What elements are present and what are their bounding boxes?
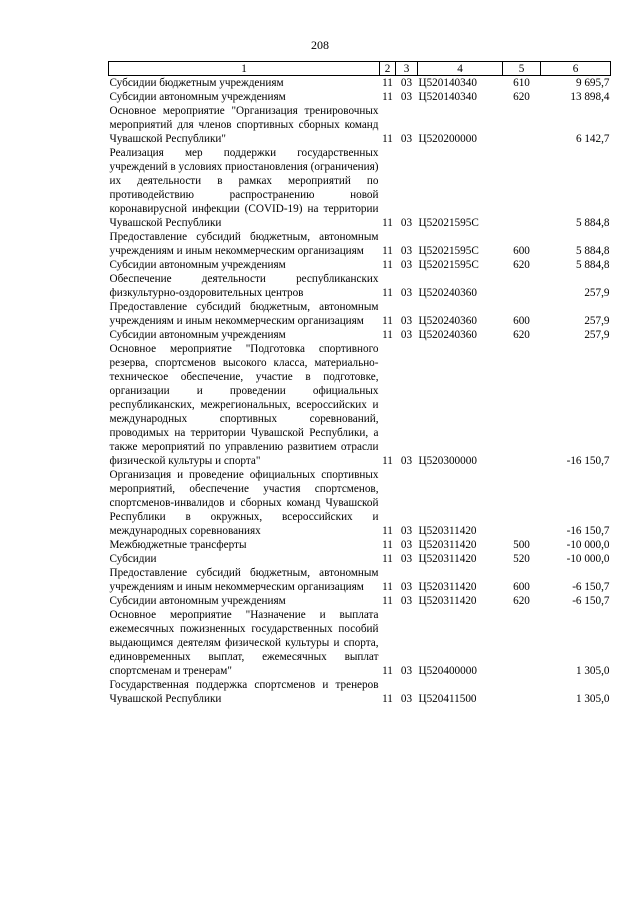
row-section: 11 <box>382 133 393 145</box>
row-amount: -16 150,7 <box>566 525 610 537</box>
row-amount: 257,9 <box>584 329 610 341</box>
row-target-article: Ц520311420 <box>418 595 477 607</box>
table-header-row <box>109 62 611 76</box>
row-amount: -10 000,0 <box>566 539 610 551</box>
row-section: 11 <box>382 315 393 327</box>
row-amount: 1 305,0 <box>575 665 610 677</box>
table-row <box>109 146 611 230</box>
row-subsection: 03 <box>400 287 413 299</box>
row-name: Предоставление субсидий бюджетным, автономным учреждениям и иным некоммерческим организациям <box>109 301 379 327</box>
row-name: Субсидии автономным учреждениям <box>109 91 286 103</box>
row-section: 11 <box>382 91 393 103</box>
row-section: 11 <box>382 553 393 565</box>
column-header-subsection: 3 <box>396 62 418 76</box>
row-amount: 1 305,0 <box>575 693 610 705</box>
table-row <box>109 258 611 272</box>
row-subsection: 03 <box>400 245 413 257</box>
budget-table <box>108 61 611 706</box>
row-name: Реализация мер поддержки государственных учреждений в условиях приостановления (ограничения) их деятельности в рамках мероприятий по противодействию распространению новой коронавирусной инфекции (COVID-19) на территории Чувашской Республики <box>109 147 379 229</box>
row-name: Предоставление субсидий бюджетным, автономным учреждениям и иным некоммерческим организациям <box>109 567 379 593</box>
row-subsection: 03 <box>400 315 413 327</box>
table-row <box>109 566 611 594</box>
row-section: 11 <box>382 581 393 593</box>
row-expense-type: 520 <box>513 553 530 565</box>
row-subsection: 03 <box>400 693 413 705</box>
table-row <box>109 678 611 706</box>
column-header-target-article: 4 <box>418 62 503 76</box>
table-row <box>109 538 611 552</box>
row-section: 11 <box>382 693 393 705</box>
row-expense-type <box>503 608 541 678</box>
row-amount: 9 695,7 <box>575 77 610 89</box>
row-name: Субсидии автономным учреждениям <box>109 595 286 607</box>
column-header-amount: 6 <box>541 62 611 76</box>
row-expense-type <box>503 146 541 230</box>
row-name: Субсидии автономным учреждениям <box>109 329 286 341</box>
row-name: Государственная поддержка спортсменов и тренеров Чувашской Республики <box>109 679 379 705</box>
table-row <box>109 104 611 146</box>
row-name: Основное мероприятие "Назначение и выплата ежемесячных пожизненных государственных пособий выдающимся деятелям физической культуры и спорта, единовременных выплат, ежемесячных выплат спортсменам и тренерам" <box>109 609 379 677</box>
row-target-article: Ц520200000 <box>418 133 477 145</box>
row-expense-type: 600 <box>513 315 530 327</box>
column-header-expense-type: 5 <box>503 62 541 76</box>
table-row <box>109 272 611 300</box>
table-row <box>109 608 611 678</box>
row-amount: 13 898,4 <box>570 91 610 103</box>
row-subsection: 03 <box>400 259 413 271</box>
row-subsection: 03 <box>400 91 413 103</box>
row-amount: -6 150,7 <box>572 595 610 607</box>
table-row <box>109 594 611 608</box>
row-amount: -10 000,0 <box>566 553 610 565</box>
table-row <box>109 300 611 328</box>
row-target-article: Ц52021595C <box>418 217 479 229</box>
row-expense-type: 620 <box>513 595 530 607</box>
row-section: 11 <box>382 217 393 229</box>
row-expense-type: 620 <box>513 329 530 341</box>
row-target-article: Ц52021595C <box>418 259 479 271</box>
row-expense-type <box>503 104 541 146</box>
row-section: 11 <box>382 287 393 299</box>
row-target-article: Ц520311420 <box>418 581 477 593</box>
row-target-article: Ц520240360 <box>418 329 477 341</box>
row-expense-type: 620 <box>513 259 530 271</box>
row-name: Организация и проведение официальных спортивных мероприятий, обеспечение участия спортсменов, спортсменов-инвалидов и сборных команд Чувашской Республики в окружных, всероссийских и международных соревнованиях <box>109 469 379 537</box>
column-header-name: 1 <box>109 62 380 76</box>
row-expense-type: 620 <box>513 91 530 103</box>
row-target-article: Ц520140340 <box>418 91 477 103</box>
table-row <box>109 230 611 258</box>
row-amount: 5 884,8 <box>575 259 610 271</box>
row-subsection: 03 <box>400 455 413 467</box>
row-expense-type: 500 <box>513 539 530 551</box>
row-subsection: 03 <box>400 133 413 145</box>
row-expense-type <box>503 468 541 538</box>
row-expense-type: 610 <box>513 77 530 89</box>
row-subsection: 03 <box>400 525 413 537</box>
table-row <box>109 76 611 91</box>
row-target-article: Ц520311420 <box>418 553 477 565</box>
row-target-article: Ц520400000 <box>418 665 477 677</box>
row-subsection: 03 <box>400 329 413 341</box>
table-body <box>109 76 611 707</box>
table-row <box>109 468 611 538</box>
row-section: 11 <box>382 259 393 271</box>
table-row <box>109 328 611 342</box>
row-subsection: 03 <box>400 77 413 89</box>
row-name: Основное мероприятие "Организация тренировочных мероприятий для членов спортивных сборных команд Чувашской Республики" <box>109 105 379 145</box>
row-target-article: Ц520411500 <box>418 693 477 705</box>
row-name: Межбюджетные трансферты <box>109 539 247 551</box>
row-amount: 5 884,8 <box>575 217 610 229</box>
row-section: 11 <box>382 329 393 341</box>
row-amount: 257,9 <box>584 287 610 299</box>
row-subsection: 03 <box>400 217 413 229</box>
row-expense-type: 600 <box>513 245 530 257</box>
row-expense-type <box>503 678 541 706</box>
row-target-article: Ц520311420 <box>418 525 477 537</box>
row-amount: 5 884,8 <box>575 245 610 257</box>
row-name: Обеспечение деятельности республиканских физкультурно-оздоровительных центров <box>109 273 379 299</box>
table-row <box>109 342 611 468</box>
row-name: Субсидии бюджетным учреждениям <box>109 77 284 89</box>
row-expense-type <box>503 272 541 300</box>
row-target-article: Ц520240360 <box>418 315 477 327</box>
row-subsection: 03 <box>400 553 413 565</box>
row-subsection: 03 <box>400 539 413 551</box>
row-target-article: Ц520311420 <box>418 539 477 551</box>
row-target-article: Ц520140340 <box>418 77 477 89</box>
row-amount: -16 150,7 <box>566 455 610 467</box>
row-section: 11 <box>382 455 393 467</box>
row-section: 11 <box>382 77 393 89</box>
row-subsection: 03 <box>400 581 413 593</box>
row-name: Предоставление субсидий бюджетным, автономным учреждениям и иным некоммерческим организациям <box>109 231 379 257</box>
row-name: Субсидии <box>109 553 157 565</box>
row-amount: 257,9 <box>584 315 610 327</box>
row-section: 11 <box>382 245 393 257</box>
row-amount: -6 150,7 <box>572 581 610 593</box>
row-expense-type <box>503 342 541 468</box>
row-subsection: 03 <box>400 595 413 607</box>
row-section: 11 <box>382 595 393 607</box>
page-number: 208 <box>311 38 329 52</box>
row-target-article: Ц520240360 <box>418 287 477 299</box>
row-name: Основное мероприятие "Подготовка спортивного резерва, спортсменов высокого класса, материально-техническое обеспечение, участие в подготовке, организации и проведении официальных республиканских, межрегиональных, всероссийских и международных спортивных соревнований, проводимых на территории Чувашской Республики, а также мероприятий по управлению развитием отрасли физической культуры и спорта" <box>109 343 379 467</box>
row-subsection: 03 <box>400 665 413 677</box>
table-row <box>109 552 611 566</box>
row-name: Субсидии автономным учреждениям <box>109 259 286 271</box>
row-target-article: Ц52021595C <box>418 245 479 257</box>
row-target-article: Ц520300000 <box>418 455 477 467</box>
row-amount: 6 142,7 <box>575 133 610 145</box>
row-section: 11 <box>382 539 393 551</box>
row-expense-type: 600 <box>513 581 530 593</box>
row-section: 11 <box>382 665 393 677</box>
column-header-section: 2 <box>380 62 396 76</box>
table-row <box>109 90 611 104</box>
row-section: 11 <box>382 525 393 537</box>
